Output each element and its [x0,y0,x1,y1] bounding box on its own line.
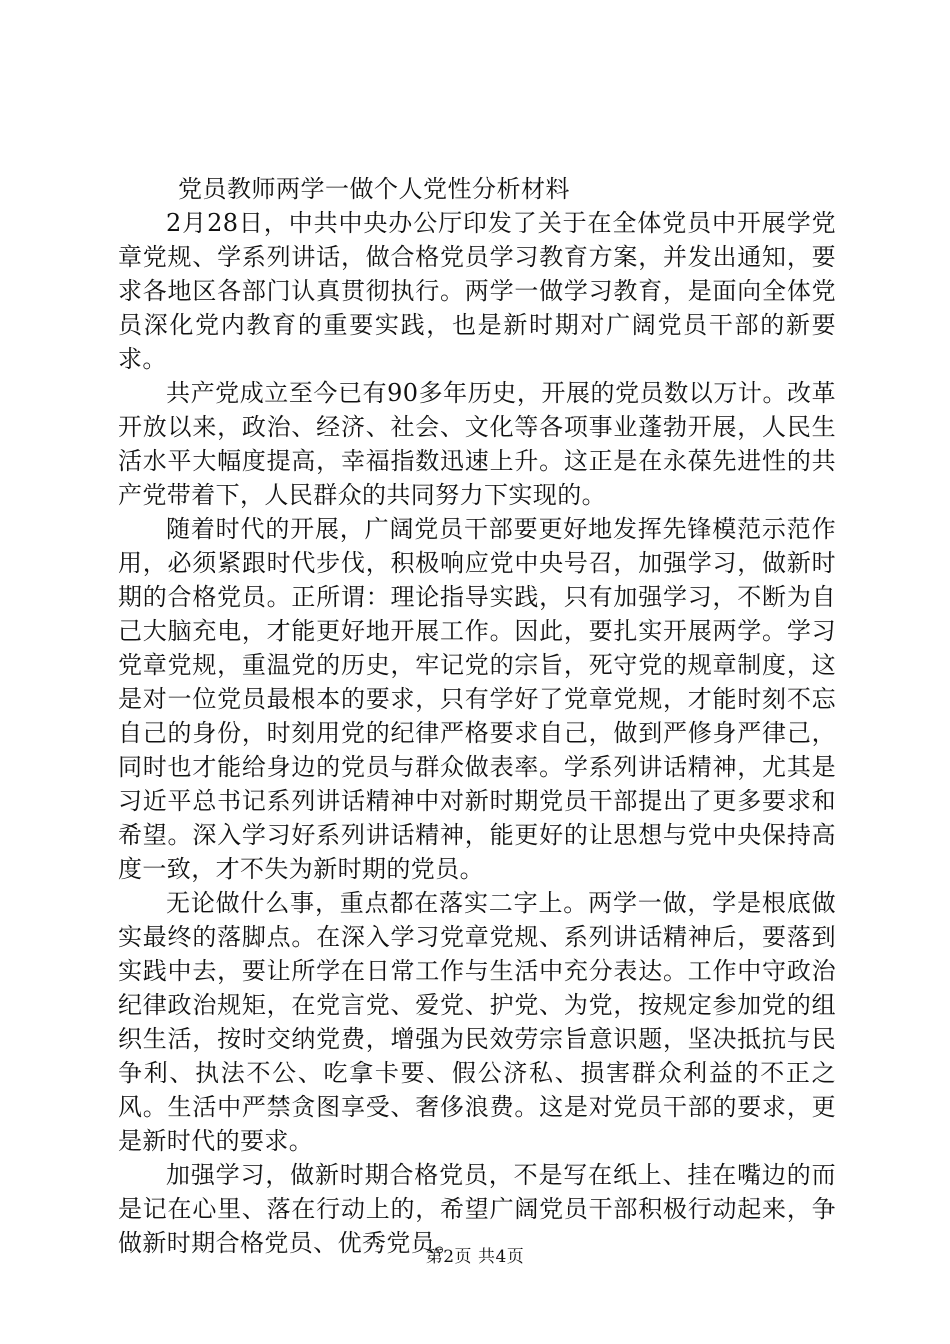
paragraph-3: 随着时代的开展，广阔党员干部要更好地发挥先锋模范示范作用，必须紧跟时代步伐，积极响应党中央号召，加强学习，做新时期的合格党员。正所谓：理论指导实践，只有加强学习，不断为自己大脑充电，才能更好地开展工作。因此，要扎实开展两学。学习党章党规，重温党的历史，牢记党的宗旨，死守党的规章制度，这是对一位党员最根本的要求，只有学好了党章党规，才能时刻不忘自己的身份，时刻用党的纪律严格要求自己，做到严修身严律己，同时也才能给身边的党员与群众做表率。学系列讲话精神，尤其是习近平总书记系列讲话精神中对新时期党员干部提出了更多要求和希望。深入学习好系列讲话精神，能更好的让思想与党中央保持高度一致，才不失为新时期的党员。 [118,515,836,883]
document-body [118,172,836,1260]
paragraph-1: 2月28日，中共中央办公厅印发了关于在全体党员中开展学党章党规、学系列讲话，做合格党员学习教育方案，并发出通知，要求各地区各部门认真贯彻执行。两学一做学习教育，是面向全体党员深化党内教育的重要实践，也是新时期对广阔党员干部的新要求。 [118,209,836,373]
paragraph-5: 加强学习，做新时期合格党员，不是写在纸上、挂在嘴边的而是记在心里、落在行动上的，希望广阔党员干部积极行动起来，争做新时期合格党员、优秀党员。 [118,1161,836,1257]
page-number-footer: 第2页 共4页 [425,1247,525,1267]
paragraph-4: 无论做什么事，重点都在落实二字上。两学一做，学是根底做实最终的落脚点。在深入学习党章党规、系列讲话精神后，要落到实践中去，要让所学在日常工作与生活中充分表达。工作中守政治纪律政治规矩，在党言党、爱党、护党、为党，按规定参加党的组织生活，按时交纳党费，增强为民效劳宗旨意识题，坚决抵抗与民争利、执法不公、吃拿卡要、假公济私、损害群众利益的不正之风。生活中严禁贪图享受、奢侈浪费。这是对党员干部的要求，更是新时代的要求。 [118,889,836,1155]
paragraph-2: 共产党成立至今已有90多年历史，开展的党员数以万计。改革开放以来，政治、经济、社会、文化等各项事业蓬勃开展，人民生活水平大幅度提高，幸福指数迅速上升。这正是在永葆先进性的共产党带着下，人民群众的共同努力下实现的。 [118,379,836,509]
document-title: 党员教师两学一做个人党性分析材料 [178,175,570,203]
